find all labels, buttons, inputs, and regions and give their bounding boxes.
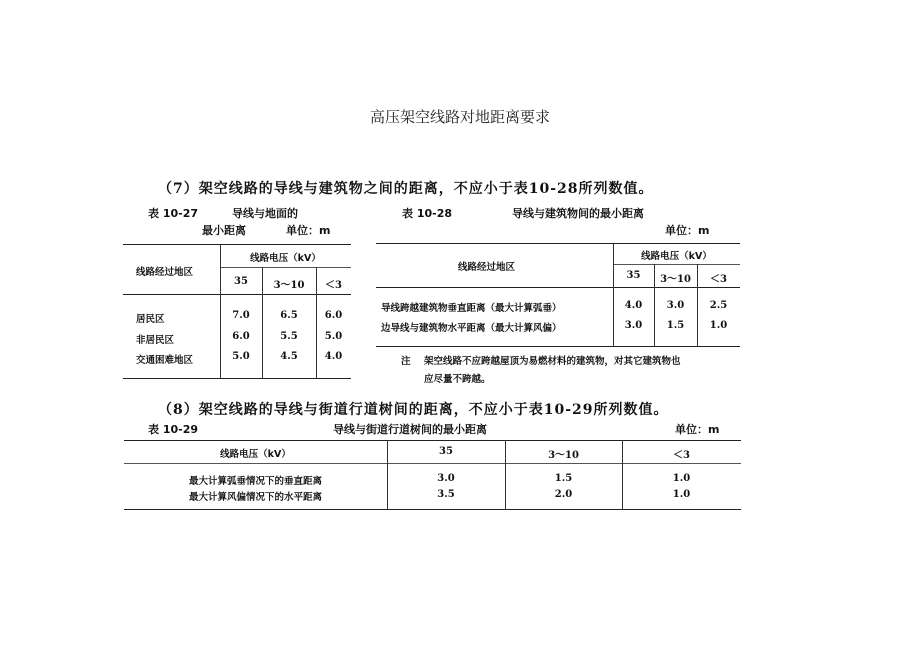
table-10-29-unit: 单位：m xyxy=(675,423,720,436)
cell-value: 6.0 xyxy=(324,310,343,321)
note-text: 架空线路不应跨越屋顶为易燃材料的建筑物，对其它建筑物也 xyxy=(424,356,681,367)
column-header: 35 xyxy=(626,270,641,281)
column-header: 3～10 xyxy=(273,280,305,291)
cell-value: 1.5 xyxy=(666,320,685,331)
table-10-28-label: 表 10-28 xyxy=(402,207,453,220)
cell-value: 1.0 xyxy=(672,473,691,484)
cell-value: 1.0 xyxy=(709,320,728,331)
row-label: 最大计算风偏情况下的水平距离 xyxy=(188,492,322,503)
table-10-29-label: 表 10-29 xyxy=(148,423,199,436)
note-label: 注 xyxy=(401,356,411,367)
table-bottom-rule xyxy=(376,346,740,347)
table-10-27-unit: 单位：m xyxy=(286,224,331,237)
cell-value: 3.0 xyxy=(437,473,455,484)
cell-value: 4.5 xyxy=(280,351,298,362)
cell-value: 5.5 xyxy=(280,331,298,342)
row-label: 居民区 xyxy=(136,314,165,325)
header-divider xyxy=(220,267,351,268)
row-header: 线路经过地区 xyxy=(136,267,194,278)
table-bottom-rule xyxy=(124,509,741,510)
table-10-28-unit: 单位：m xyxy=(665,224,710,237)
column-header: ＜3 xyxy=(710,274,727,285)
table-top-rule xyxy=(123,244,351,245)
column-header: 3～10 xyxy=(548,450,579,461)
row-label: 非居民区 xyxy=(136,335,175,346)
row-label: 交通困难地区 xyxy=(136,355,194,366)
column-header: 3～10 xyxy=(660,274,691,285)
row-header: 线路电压（kV） xyxy=(220,449,291,460)
cell-value: 7.0 xyxy=(232,310,250,321)
table-10-27-title-line1: 导线与地面的 xyxy=(232,207,298,220)
cell-value: 2.0 xyxy=(554,489,573,500)
cell-value: 3.0 xyxy=(624,320,643,331)
cell-value: 4.0 xyxy=(324,351,343,362)
cell-value: 5.0 xyxy=(232,351,250,362)
row-label: 边导线与建筑物水平距离（最大计算风偏） xyxy=(381,323,562,334)
row-header: 线路经过地区 xyxy=(458,262,516,273)
group-header: 线路电压（kV） xyxy=(250,253,321,264)
column-header: 35 xyxy=(439,446,453,457)
table-10-27-label: 表 10-27 xyxy=(148,207,199,220)
section-7-text: （7）架空线路的导线与建筑物之间的距离，不应小于表10-28所列数值。 xyxy=(158,181,654,197)
cell-value: 1.0 xyxy=(672,489,691,500)
page-title: 高压架空线路对地距离要求 xyxy=(369,108,550,126)
cell-value: 5.0 xyxy=(324,331,343,342)
cell-value: 6.0 xyxy=(232,331,250,342)
table-bottom-rule xyxy=(123,378,351,379)
cell-value: 4.0 xyxy=(624,300,643,311)
table-top-rule xyxy=(376,243,740,244)
section-8-text: （8）架空线路的导线与街道行道树间的距离，不应小于表10-29所列数值。 xyxy=(158,402,669,418)
cell-value: 2.5 xyxy=(709,300,728,311)
cell-value: 3.0 xyxy=(666,300,685,311)
column-header: 35 xyxy=(234,276,248,287)
row-label: 最大计算弧垂情况下的垂直距离 xyxy=(188,476,322,487)
group-header: 线路电压（kV） xyxy=(641,251,712,262)
header-bottom-rule xyxy=(376,287,740,288)
note-text-line2: 应尽量不跨越。 xyxy=(424,374,491,385)
header-divider xyxy=(613,264,740,265)
table-10-28-title: 导线与建筑物间的最小距离 xyxy=(512,207,644,220)
table-10-29-title: 导线与街道行道树间的最小距离 xyxy=(333,423,487,436)
table-top-rule xyxy=(124,440,741,441)
header-bottom-rule xyxy=(124,463,741,464)
column-header: ＜3 xyxy=(325,280,342,291)
cell-value: 6.5 xyxy=(280,310,298,321)
row-label: 导线跨越建筑物垂直距离（最大计算弧垂） xyxy=(381,303,562,314)
table-10-27-title-line2: 最小距离 xyxy=(202,224,246,237)
column-header: ＜3 xyxy=(673,450,690,461)
cell-value: 3.5 xyxy=(437,489,455,500)
cell-value: 1.5 xyxy=(554,473,573,484)
